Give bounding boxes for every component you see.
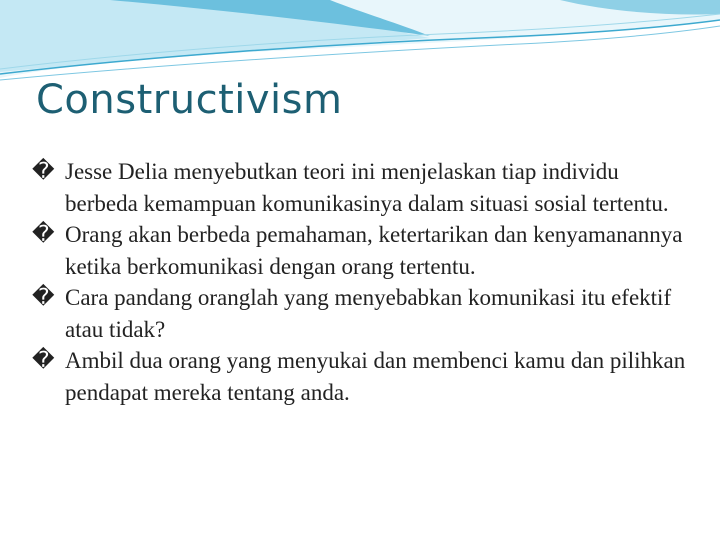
slide-title: Constructivism [36,77,343,123]
bullet-text: Ambil dua orang yang menyukai dan membenci kamu dan pilihkan pendapat mereka tentang anda. [65,348,686,405]
bullet-marker-icon: � [32,159,55,184]
bullet-marker-icon: � [32,222,55,247]
bullet-list [30,156,690,408]
bullet-item [30,219,690,282]
bullet-marker-icon: � [32,348,55,373]
bullet-marker-icon: � [32,285,55,310]
bullet-item [30,156,690,219]
bullet-text: Jesse Delia menyebutkan teori ini menjelaskan tiap individu berbeda kemampuan komunikasinya dalam situasi sosial tertentu. [65,159,669,216]
bullet-text: Orang akan berbeda pemahaman, ketertarikan dan kenyamanannya ketika berkomunikasi dengan orang tertentu. [65,222,683,279]
bullet-text: Cara pandang oranglah yang menyebabkan komunikasi itu efektif atau tidak? [65,285,672,342]
bullet-item [30,345,690,408]
bullet-item [30,282,690,345]
